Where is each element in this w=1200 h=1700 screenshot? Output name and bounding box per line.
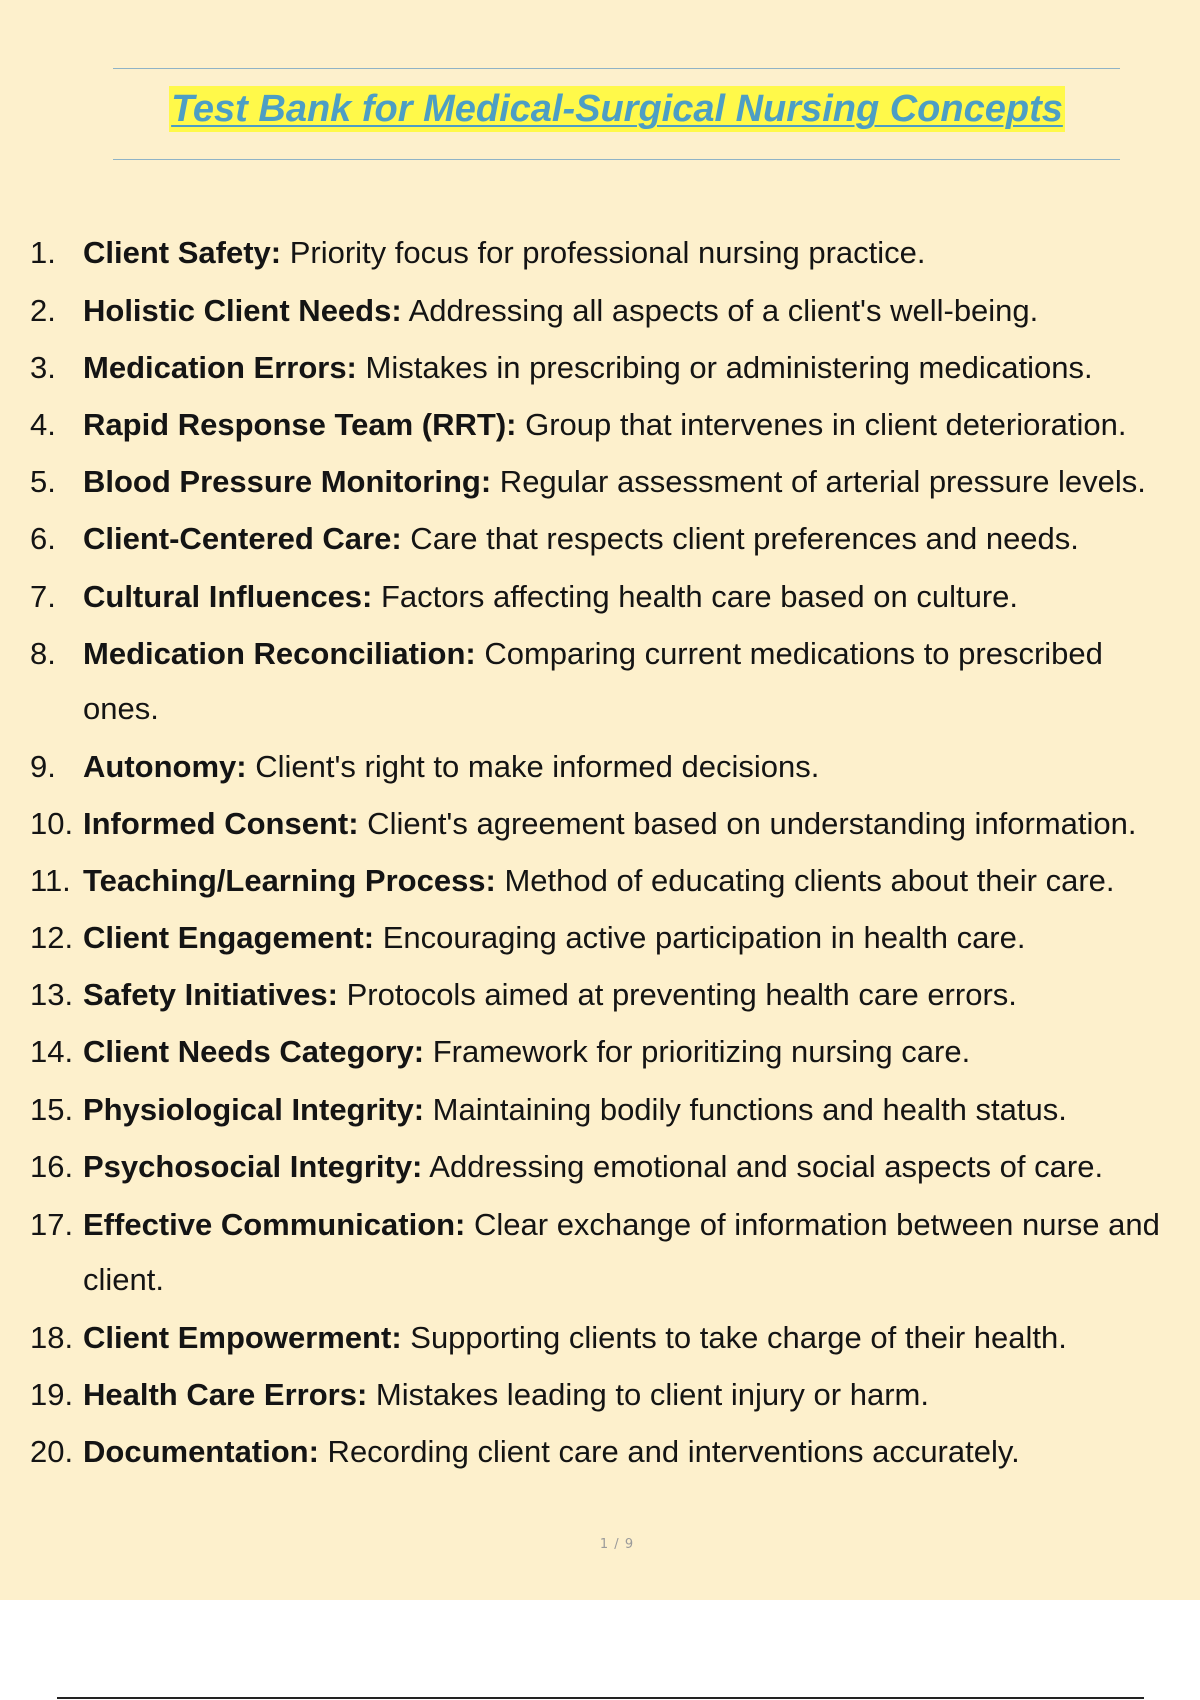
item-definition-continuation: client. xyxy=(83,1262,164,1297)
item-term: Teaching/Learning Process: xyxy=(83,863,496,898)
item-definition: Encouraging active participation in health care. xyxy=(374,920,1026,955)
item-definition: Addressing all aspects of a client's well-being. xyxy=(401,293,1039,328)
item-number: 19. xyxy=(30,1377,74,1412)
next-page-top-rule xyxy=(57,1697,1144,1699)
item-definition: Comparing current medications to prescribed xyxy=(475,636,1103,671)
item-definition: Regular assessment of arterial pressure levels. xyxy=(491,464,1146,499)
item-definition: Maintaining bodily functions and health status. xyxy=(424,1092,1067,1127)
item-term: Health Care Errors: xyxy=(83,1377,368,1412)
item-number: 2. xyxy=(30,293,56,328)
item-number: 16. xyxy=(30,1149,74,1184)
item-number: 17. xyxy=(30,1207,74,1242)
title-top-rule xyxy=(113,68,1120,69)
item-definition: Addressing emotional and social aspects of care. xyxy=(422,1149,1104,1184)
item-term: Documentation: xyxy=(83,1434,319,1469)
item-term: Client-Centered Care: xyxy=(83,521,402,556)
item-definition-continuation: ones. xyxy=(83,691,159,726)
item-definition: Mistakes leading to client injury or harm. xyxy=(367,1377,929,1412)
item-definition: Client's agreement based on understanding information. xyxy=(358,806,1137,841)
item-number: 7. xyxy=(30,579,56,614)
item-definition: Factors affecting health care based on culture. xyxy=(372,579,1019,614)
item-definition: Supporting clients to take charge of their health. xyxy=(401,1320,1067,1355)
item-number: 18. xyxy=(30,1320,74,1355)
item-definition: Framework for prioritizing nursing care. xyxy=(424,1034,971,1069)
item-term: Effective Communication: xyxy=(83,1207,466,1242)
item-term: Informed Consent: xyxy=(83,806,359,841)
item-term: Blood Pressure Monitoring: xyxy=(83,464,492,499)
item-number: 3. xyxy=(30,350,56,385)
item-number: 11. xyxy=(30,863,71,898)
item-number: 10. xyxy=(30,806,74,841)
item-definition: Recording client care and interventions accurately. xyxy=(318,1434,1020,1469)
item-number: 9. xyxy=(30,749,56,784)
item-number: 12. xyxy=(30,920,74,955)
title-container xyxy=(0,86,1200,132)
item-term: Cultural Influences: xyxy=(83,579,373,614)
item-number: 14. xyxy=(30,1034,74,1069)
item-number: 13. xyxy=(30,977,74,1012)
item-definition: Clear exchange of information between nurse and xyxy=(465,1207,1160,1242)
item-term: Safety Initiatives: xyxy=(83,977,338,1012)
item-term: Rapid Response Team (RRT): xyxy=(83,407,517,442)
item-term: Client Safety: xyxy=(83,235,282,270)
item-term: Medication Errors: xyxy=(83,350,357,385)
item-number: 5. xyxy=(30,464,56,499)
item-term: Medication Reconciliation: xyxy=(83,636,476,671)
item-definition: Group that intervenes in client deterioration. xyxy=(516,407,1127,442)
page-title: Test Bank for Medical-Surgical Nursing Concepts xyxy=(171,88,1063,130)
item-term: Client Needs Category: xyxy=(83,1034,425,1069)
item-definition: Priority focus for professional nursing practice. xyxy=(281,235,926,270)
page-number: 1 / 9 xyxy=(599,1537,635,1552)
item-term: Client Engagement: xyxy=(83,920,375,955)
item-number: 20. xyxy=(30,1434,74,1469)
item-definition: Client's right to make informed decisions. xyxy=(246,749,820,784)
item-definition: Method of educating clients about their care. xyxy=(495,863,1115,898)
item-term: Physiological Integrity: xyxy=(83,1092,425,1127)
item-definition: Protocols aimed at preventing health care errors. xyxy=(337,977,1017,1012)
item-term: Holistic Client Needs: xyxy=(83,293,402,328)
title-bottom-rule xyxy=(113,159,1120,160)
item-number: 1. xyxy=(30,235,56,270)
item-number: 8. xyxy=(30,636,56,671)
item-number: 6. xyxy=(30,521,56,556)
item-definition: Care that respects client preferences and needs. xyxy=(401,521,1079,556)
item-number: 15. xyxy=(30,1092,74,1127)
item-term: Autonomy: xyxy=(83,749,247,784)
item-term: Client Empowerment: xyxy=(83,1320,402,1355)
item-number: 4. xyxy=(30,407,56,442)
item-definition: Mistakes in prescribing or administering medications. xyxy=(356,350,1093,385)
item-term: Psychosocial Integrity: xyxy=(83,1149,423,1184)
